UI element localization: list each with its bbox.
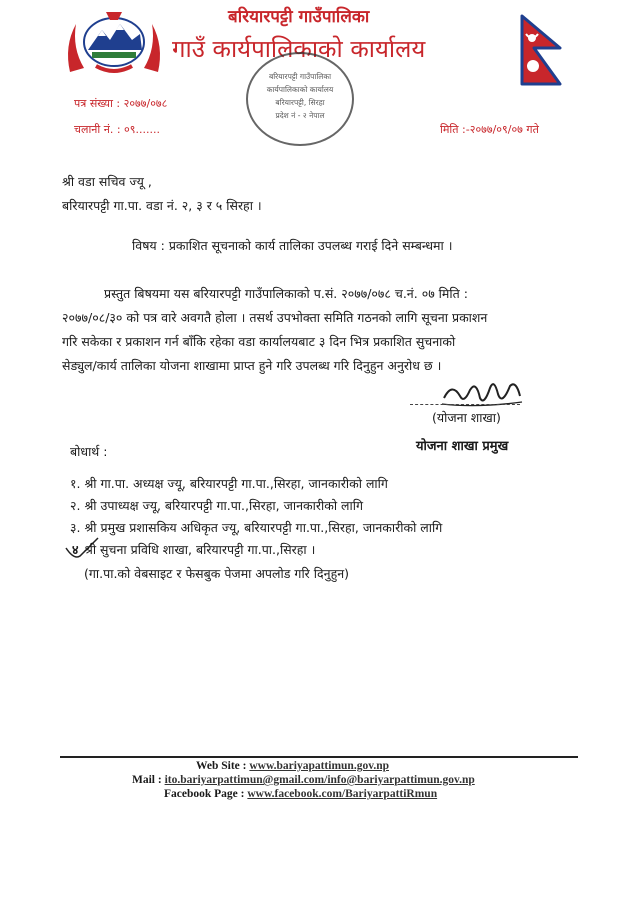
cc-item: १. श्री गा.पा. अध्यक्ष ज्यू, बरियारपट्टी गा.पा.,सिरहा, जानकारीको लागि — [70, 476, 388, 491]
subject-line: विषय : प्रकाशित सूचनाको कार्य तालिका उपलब्ध गराई दिने सम्बन्धमा । — [132, 238, 453, 253]
municipality-name: बरियारपट्टी गाउँपालिका — [228, 7, 370, 27]
footer-facebook-label: Facebook Page : — [164, 788, 248, 800]
signature-department: (योजना शाखा) — [432, 410, 501, 425]
reference-number: पत्र संख्या : २०७७/०७८ — [74, 97, 168, 110]
stamp-line: बरियारपट्टी, सिरहा — [275, 98, 325, 107]
office-name: गाउँ कार्यपालिकाको कार्यालय — [172, 35, 426, 63]
cc-item-number: ४ — [72, 542, 79, 557]
footer-website — [196, 760, 389, 772]
body-line-1: प्रस्तुत बिषयमा यस बरियारपट्टी गाउँपालिकाको प.सं. २०७७/०७८ च.नं. ०७ मिति : — [104, 286, 468, 301]
stamp-line: बरियारपट्टी गाउँपालिका — [268, 72, 332, 81]
recipient-line-1: श्री वडा सचिव ज्यू , — [62, 174, 152, 189]
footer-mail — [132, 774, 475, 786]
signature-title: योजना शाखा प्रमुख — [416, 439, 509, 454]
recipient-line-2: बरियारपट्टी गा.पा. वडा नं. २, ३ र ५ सिरहा । — [62, 198, 262, 213]
body-line-4: सेड्युल/कार्य तालिका योजना शाखामा प्राप्त हुने गरि उपलब्ध गरि दिनुहुन अनुरोध छ । — [62, 358, 442, 373]
cc-item: २. श्री उपाध्यक्ष ज्यू, बरियारपट्टी गा.पा.,सिरहा, जानकारीको लागि — [70, 498, 364, 513]
body-line-3: गरि सकेका र प्रकाशन गर्न बाँकि रहेका वडा कार्यालयबाट ३ दिन भित्र प्रकाशित सुचनाको — [62, 334, 456, 349]
letter-date: मिति :-२०७७/०९/०७ गते — [440, 123, 539, 136]
cc-item: श्री सुचना प्रविधि शाखा, बरियारपट्टी गा.पा.,सिरहा । — [84, 542, 316, 557]
cc-heading: बोधार्थ : — [70, 444, 108, 459]
cc-note: (गा.पा.को वेबसाइट र फेसबुक पेजमा अपलोड गरि दिनुहुन) — [84, 566, 350, 581]
footer-divider — [60, 756, 578, 758]
mail-link[interactable]: ito.bariyarpattimun@gmail.com/info@bariyarpattimun.gov.np — [164, 774, 475, 786]
official-stamp — [246, 52, 354, 146]
footer-mail-label: Mail : — [132, 774, 165, 786]
footer-website-label: Web Site : — [196, 760, 250, 772]
government-emblem-icon — [62, 6, 166, 80]
dispatch-number: चलानी नं. : ०९....... — [74, 123, 160, 136]
website-link[interactable]: www.bariyapattimun.gov.np — [249, 760, 389, 772]
stamp-line: प्रदेश नं - २ नेपाल — [275, 111, 325, 120]
facebook-link[interactable]: www.facebook.com/BariyarpattiRmun — [247, 788, 438, 800]
signature-line — [410, 404, 520, 405]
body-line-2: २०७७/०८/३० को पत्र वारे अवगतै होला । तसर्थ उपभोक्ता समिति गठनको लागि सूचना प्रकाशन — [62, 310, 488, 325]
footer-facebook — [164, 788, 437, 800]
stamp-line: कार्यपालिकाको कार्यालय — [266, 85, 334, 94]
nepal-flag-icon — [520, 14, 564, 86]
cc-item: ३. श्री प्रमुख प्रशासकिय अधिकृत ज्यू, बरियारपट्टी गा.पा.,सिरहा, जानकारीको लागि — [70, 520, 443, 535]
